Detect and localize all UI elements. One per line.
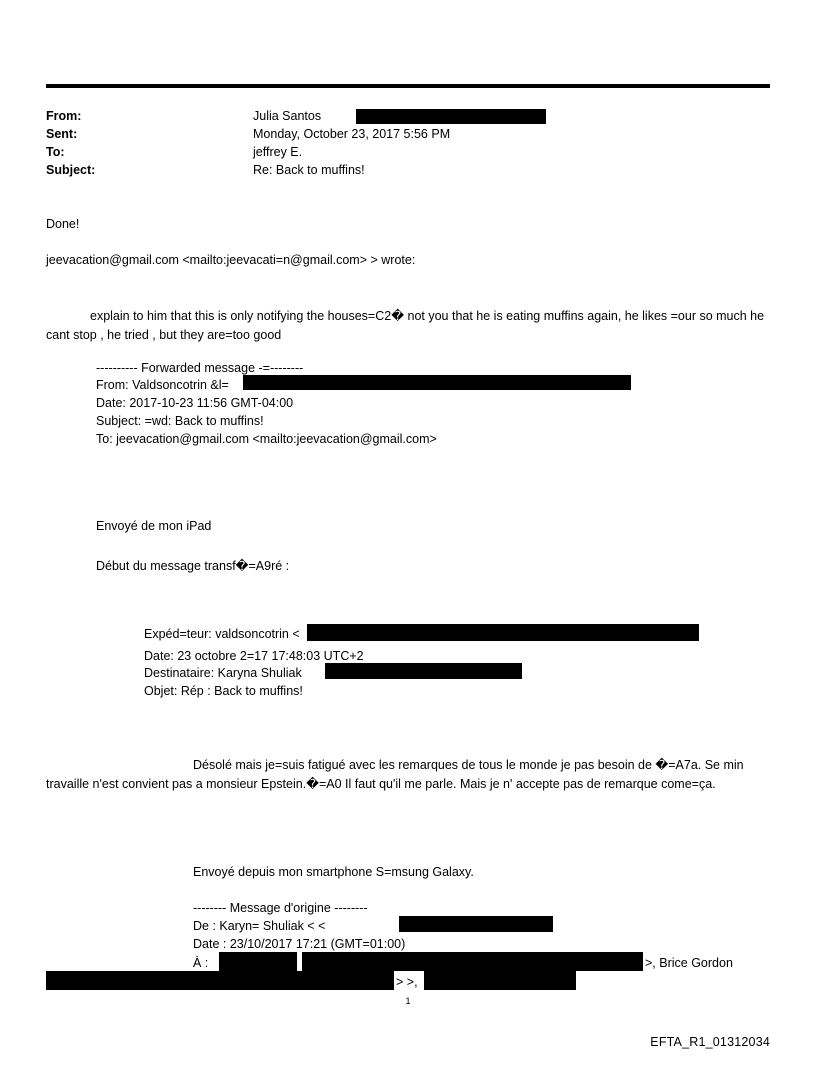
subject-label: Subject: xyxy=(46,163,96,177)
header-row-to xyxy=(46,143,770,161)
forwarded-date-line: Date: 2017-10-23 11:56 GMT-04:00 xyxy=(96,396,294,410)
redaction-bar-inner-to xyxy=(325,663,522,679)
debut-message-line: Début du message transf�=A9ré : xyxy=(96,559,290,573)
origin-from-line: De : Karyn= Shuliak < < xyxy=(193,919,326,933)
origin-to-tail2: > >, xyxy=(396,975,418,989)
forwarded-to-line: To: jeevacation@gmail.com <mailto:jeevacation@gmail.com> xyxy=(96,432,437,446)
quoted-sender-line: jeevacation@gmail.com <mailto:jeevacati=n@gmail.com> > wrote: xyxy=(46,253,416,267)
redaction-bar-origin-to-2 xyxy=(302,952,643,971)
sent-value: Monday, October 23, 2017 5:56 PM xyxy=(253,127,451,141)
from-label: From: xyxy=(46,109,82,123)
page-number: 1 xyxy=(405,996,411,1006)
redaction-bar-origin-from xyxy=(399,916,553,932)
forwarded-paragraph-english: explain to him that this is only notifying the houses=C2� not you that he is eating muffins again, he likes =our so much he cant stop , he tried , but they are=too good xyxy=(46,309,765,342)
redaction-bar-origin-to-4 xyxy=(424,971,576,990)
header-row-subject xyxy=(46,161,770,179)
inner-date-line: Date: 23 octobre 2=17 17:48:03 UTC+2 xyxy=(144,649,364,663)
bates-number: EFTA_R1_01312034 xyxy=(650,1035,770,1049)
body-greeting: Done! xyxy=(46,217,80,231)
origin-date-line: Date : 23/10/2017 17:21 (GMT=01:00) xyxy=(193,937,406,951)
to-label: To: xyxy=(46,145,65,159)
redaction-bar-forwarded-from xyxy=(243,375,631,390)
header-row-from xyxy=(46,107,770,125)
email-header xyxy=(46,107,770,179)
sent-label: Sent: xyxy=(46,127,78,141)
redaction-bar-origin-to-3 xyxy=(46,971,394,990)
from-value: Julia Santos xyxy=(253,109,322,123)
header-rule xyxy=(46,84,770,88)
french-paragraph: Désolé mais je=suis fatigué avec les remarques de tous le monde je pas besoin de �=A7a. Se min travaille n'est convient pas a monsieur Epstein.�=A0 Il faut qu'il me parle. Mais je n' accepte pas de remarque come=ça. xyxy=(46,758,744,791)
to-value: jeffrey E. xyxy=(253,145,303,159)
origin-to-tail: >, Brice Gordon xyxy=(645,956,733,970)
forwarded-subject-line: Subject: =wd: Back to muffins! xyxy=(96,414,264,428)
origin-to-label: À : xyxy=(193,956,209,970)
subject-value: Re: Back to muffins! xyxy=(253,163,365,177)
inner-subject-line: Objet: Rép : Back to muffins! xyxy=(144,684,303,698)
origin-message-divider: -------- Message d'origine -------- xyxy=(193,901,368,915)
inner-to-line: Destinataire: Karyna Shuliak xyxy=(144,666,302,680)
inner-from-line: Expéd=teur: valdsoncotrin < xyxy=(144,627,300,641)
sent-from-galaxy-line: Envoyé depuis mon smartphone S=msung Galaxy. xyxy=(193,865,474,879)
redaction-bar-origin-to-1 xyxy=(219,952,297,971)
forwarded-message-divider: ---------- Forwarded message -=-------- xyxy=(96,361,304,375)
header-row-sent xyxy=(46,125,770,143)
redaction-bar-inner-from xyxy=(307,624,699,641)
forwarded-from-line: From: Valdsoncotrin &l= xyxy=(96,378,229,392)
sent-from-ipad-line: Envoyé de mon iPad xyxy=(96,519,212,533)
redaction-bar-from xyxy=(356,109,546,124)
